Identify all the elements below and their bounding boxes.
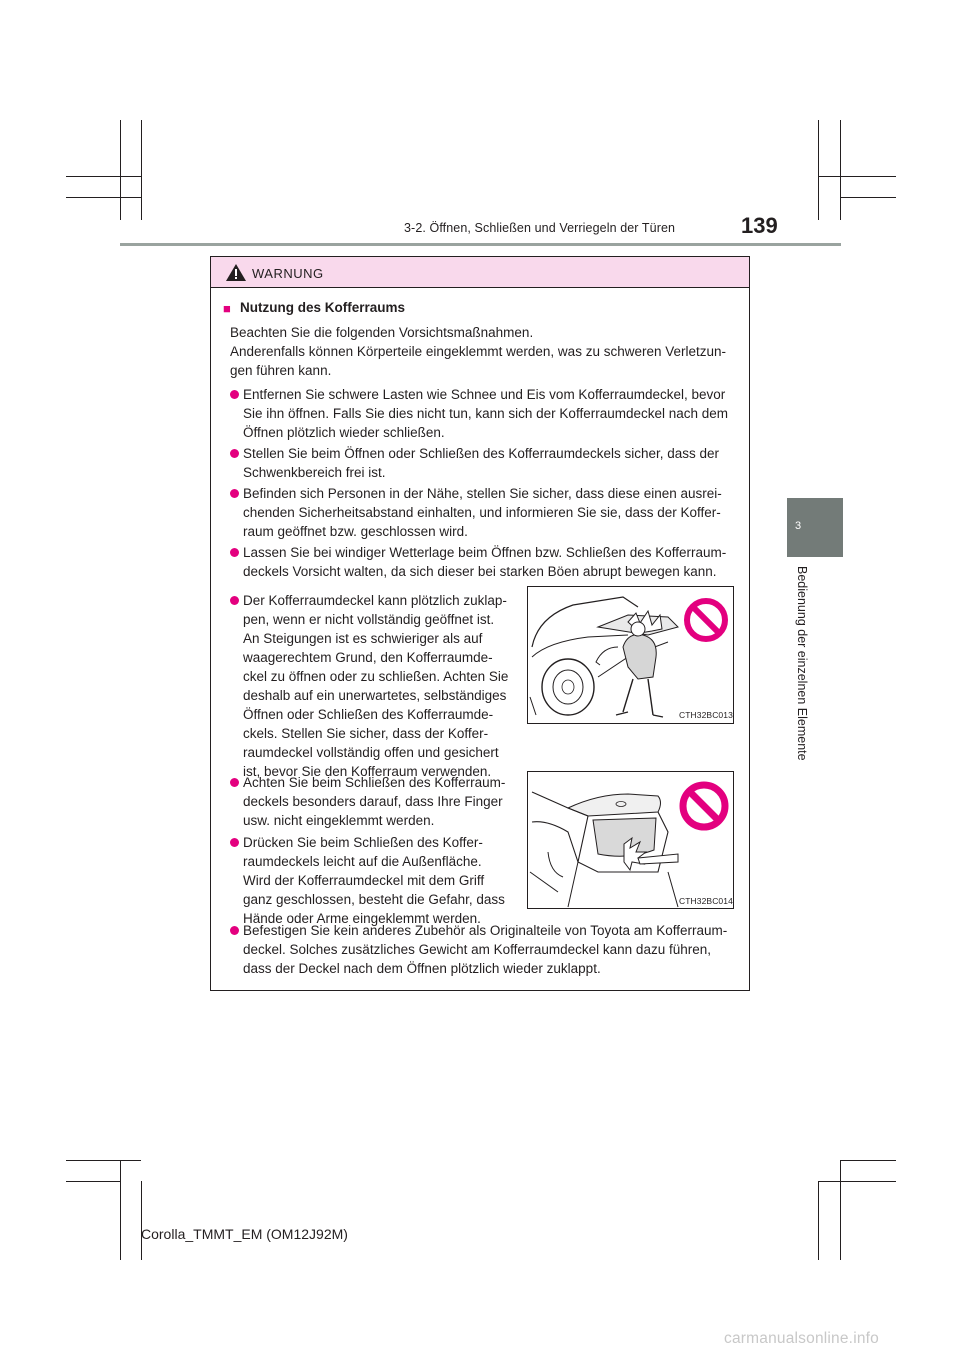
bullet-line: Schwenkbereich frei ist. — [243, 465, 386, 480]
bullet-line: Öffnen plötzlich wieder schließen. — [243, 425, 445, 440]
bullet-line: waagerechtem Grund, den Kofferraumde- — [243, 650, 493, 665]
crop-mark — [818, 176, 896, 177]
bullet-line: Wird der Kofferraumdeckel mit dem Griff — [243, 873, 485, 888]
chapter-number: 3 — [795, 520, 802, 532]
bullet-line: chenden Sicherheitsabstand einhalten, und informieren Sie sie, dass der Koffer- — [243, 505, 721, 520]
bullet-icon — [230, 778, 239, 787]
bullet-line: usw. nicht eingeklemmt werden. — [243, 813, 435, 828]
bullet-line: Befinden sich Personen in der Nähe, stellen Sie sicher, dass diese einen ausrei- — [243, 486, 722, 501]
bullet-line: raumdeckels leicht auf die Außenfläche. — [243, 854, 482, 869]
bullet-icon — [230, 548, 239, 557]
trunk-closing-illustration — [527, 771, 734, 909]
bullet-icon — [230, 926, 239, 935]
bullet-line: Stellen Sie beim Öffnen oder Schließen des Kofferraumdeckels sicher, dass der — [243, 446, 720, 461]
watermark: carmanualsonline.info — [724, 1330, 879, 1347]
image-code: CTH32BC014 — [679, 896, 733, 906]
bullet-line: deshalb auf ein unerwartetes, selbständiges — [243, 688, 507, 703]
crop-mark — [120, 1160, 121, 1260]
crop-mark — [141, 1181, 142, 1260]
crop-mark — [840, 197, 896, 198]
bullet-icon — [230, 489, 239, 498]
crop-mark — [840, 1160, 841, 1260]
warning-label: WARNUNG — [252, 266, 324, 281]
bullet-line: dass der Deckel nach dem Öffnen plötzlich wieder zuklappt. — [243, 961, 601, 976]
bullet-line: Drücken Sie beim Schließen des Koffer- — [243, 835, 483, 850]
bullet-line: raumdeckel vollständig offen und gesichert — [243, 745, 499, 760]
bullet-line: pen, wenn er nicht vollständig geöffnet ist. — [243, 612, 495, 627]
crop-mark — [66, 176, 141, 177]
crop-mark — [66, 1181, 120, 1182]
warning-header — [211, 257, 749, 288]
bullet-icon — [230, 838, 239, 847]
heading-marker-icon: ■ — [223, 301, 231, 316]
header-rule — [120, 243, 841, 246]
prohibited-icon — [683, 597, 729, 643]
section-title: 3-2. Öffnen, Schließen und Verriegeln der Türen — [404, 221, 676, 235]
bullet-line: An Steigungen ist es schwieriger als auf — [243, 631, 483, 646]
trunk-lid-illustration — [527, 586, 734, 724]
intro-line: gen führen kann. — [230, 363, 332, 378]
crop-mark — [141, 120, 142, 220]
prohibited-icon — [678, 780, 730, 832]
bullet-line: ist, bevor Sie den Kofferraum verwenden. — [243, 764, 492, 779]
crop-mark — [66, 1160, 141, 1161]
bullet-line: Der Kofferraumdeckel kann plötzlich zuklap- — [243, 593, 507, 608]
bullet-line: deckels besonders darauf, dass Ihre Finger — [243, 794, 503, 809]
bullet-line: Achten Sie beim Schließen des Kofferraum- — [243, 775, 506, 790]
crop-mark — [66, 197, 141, 198]
crop-mark — [840, 120, 841, 220]
bullet-line: Befestigen Sie kein anderes Zubehör als Originalteile von Toyota am Kofferraum- — [243, 923, 728, 938]
bullet-line: deckels Vorsicht walten, da sich dieser bei starken Böen abrupt bewegen kann. — [243, 564, 717, 579]
bullet-icon — [230, 596, 239, 605]
chapter-label: Bedienung der einzelnen Elemente — [795, 566, 809, 761]
bullet-line: ckel zu öffnen oder zu schließen. Achten Sie — [243, 669, 509, 684]
warning-heading: Nutzung des Kofferraums — [240, 300, 406, 315]
bullet-line: Entfernen Sie schwere Lasten wie Schnee und Eis vom Kofferraumdeckel, bevor — [243, 387, 726, 402]
bullet-line: ckels. Stellen Sie sicher, dass der Koffer- — [243, 726, 489, 741]
crop-mark — [120, 120, 121, 220]
bullet-line: Lassen Sie bei windiger Wetterlage beim Öffnen bzw. Schließen des Kofferraum- — [243, 545, 727, 560]
bullet-line: raum geöffnet bzw. geschlossen wird. — [243, 524, 468, 539]
warning-box — [210, 256, 750, 991]
bullet-line: deckel. Solches zusätzliches Gewicht am Kofferraumdeckel kann dazu führen, — [243, 942, 711, 957]
crop-mark — [818, 1181, 896, 1182]
intro-line: Beachten Sie die folgenden Vorsichtsmaßnahmen. — [230, 325, 534, 340]
page-number: 139 — [741, 213, 778, 238]
intro-line: Anderenfalls können Körperteile eingeklemmt werden, was zu schweren Verletzun- — [230, 344, 727, 359]
warning-triangle-icon — [226, 264, 246, 281]
crop-mark — [818, 1181, 819, 1260]
image-code: CTH32BC013 — [679, 710, 733, 720]
bullet-line: Sie ihn öffnen. Falls Sie dies nicht tun, kann sich der Kofferraumdeckel nach dem — [243, 406, 729, 421]
bullet-icon — [230, 449, 239, 458]
crop-mark — [840, 1160, 896, 1161]
bullet-line: ganz geschlossen, besteht die Gefahr, dass — [243, 892, 505, 907]
bullet-line: Hände oder Arme eingeklemmt werden. — [243, 911, 481, 926]
crop-mark — [818, 120, 819, 220]
footer-doc-id: Corolla_TMMT_EM (OM12J92M) — [141, 1226, 348, 1242]
bullet-icon — [230, 390, 239, 399]
bullet-line: Öffnen oder Schließen des Kofferraumde- — [243, 707, 494, 722]
